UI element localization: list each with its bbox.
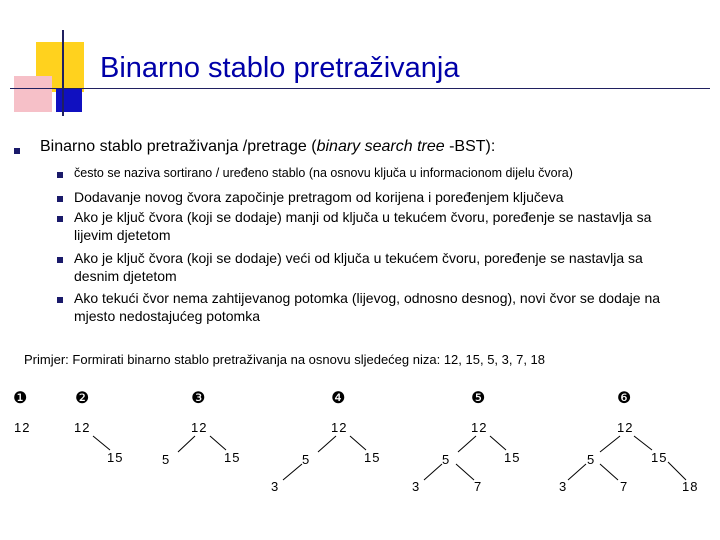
decor-horizontal-line (10, 88, 710, 89)
decor-blue-square (56, 88, 82, 112)
tree-edge (318, 436, 336, 452)
tree-node: 12 (74, 420, 91, 435)
decor-pink-square (14, 76, 52, 112)
step-marker-4: ❹ (331, 388, 346, 407)
slide-title: Binarno stablo pretraživanja (100, 52, 460, 84)
tree-node: 15 (107, 450, 124, 465)
step-marker-6: ❻ (617, 388, 632, 407)
main-point-prefix: Binarno stablo pretraživanja /pretrage ( (40, 138, 317, 155)
tree-node: 5 (442, 452, 451, 467)
tree-edge (283, 464, 302, 480)
main-point (40, 138, 495, 156)
tree-node: 15 (504, 450, 521, 465)
tree-edge (600, 464, 618, 480)
tree-edge (178, 436, 195, 452)
example-text: Formirati binarno stablo pretraživanja na osnovu sljedećeg niza: 12, 15, 5, 3, 7, 18 (72, 352, 546, 367)
sub-point: često se naziva sortirano / uređeno stablo (na osnovu ključa u informacionom dijelu čvora) (74, 166, 573, 180)
tree-edge (458, 436, 476, 452)
sub-point: Dodavanje novog čvora započinje pretragom od korijena i poređenjem ključeva (74, 189, 564, 205)
tree-edge (350, 436, 366, 450)
bullet-icon (57, 257, 63, 263)
bullet-icon (14, 148, 20, 154)
example-label: Primjer: (24, 352, 69, 367)
tree-node: 5 (587, 452, 596, 467)
decor-vertical-line (62, 30, 64, 116)
tree-node: 12 (471, 420, 488, 435)
bullet-icon (57, 172, 63, 178)
tree-node: 12 (331, 420, 348, 435)
tree-node: 12 (14, 420, 31, 435)
bst-steps-diagram (0, 380, 720, 510)
tree-node: 15 (364, 450, 381, 465)
step-marker-5: ❺ (471, 388, 486, 407)
tree-edge (600, 436, 620, 452)
tree-node: 12 (617, 420, 634, 435)
main-point-suffix: -BST): (444, 138, 496, 155)
step-marker-3: ❸ (191, 388, 206, 407)
bullet-icon (57, 196, 63, 202)
sub-point: Ako tekući čvor nema zahtijevanog potomka (lijevog, odnosno desnog), novi čvor se dodaje na mjesto nedostajućeg potomka (74, 290, 661, 324)
tree-node: 7 (620, 479, 629, 494)
tree-node: 7 (474, 479, 483, 494)
sub-point: Ako je ključ čvora (koji se dodaje) veći od ključa u tekućem čvoru, poređenje se nastavlja sa desnim djetetom (74, 250, 643, 284)
tree-edge (210, 436, 226, 450)
tree-node: 15 (651, 450, 668, 465)
tree-edge (490, 436, 506, 450)
main-point-term: binary search tree (316, 138, 445, 155)
tree-edge (424, 464, 442, 480)
step-marker-1: ❶ (13, 388, 28, 407)
bullet-icon (57, 297, 63, 303)
tree-edge (456, 464, 474, 480)
sub-point: Ako je ključ čvora (koji se dodaje) manji od ključa u tekućem čvoru, poređenje se nastavlja sa lijevim djetetom (74, 209, 652, 243)
example-line (24, 352, 545, 367)
tree-edge (93, 436, 110, 450)
tree-edge (568, 464, 586, 480)
bullet-icon (57, 216, 63, 222)
tree-edge (668, 462, 686, 480)
tree-node: 3 (559, 479, 568, 494)
step-marker-2: ❷ (75, 388, 90, 407)
tree-edges (93, 436, 686, 480)
tree-edge (634, 436, 652, 450)
tree-node: 3 (412, 479, 421, 494)
tree-node: 5 (302, 452, 311, 467)
tree-node: 12 (191, 420, 208, 435)
tree-node: 15 (224, 450, 241, 465)
tree-node: 5 (162, 452, 171, 467)
tree-node: 18 (682, 479, 699, 494)
tree-node: 3 (271, 479, 280, 494)
